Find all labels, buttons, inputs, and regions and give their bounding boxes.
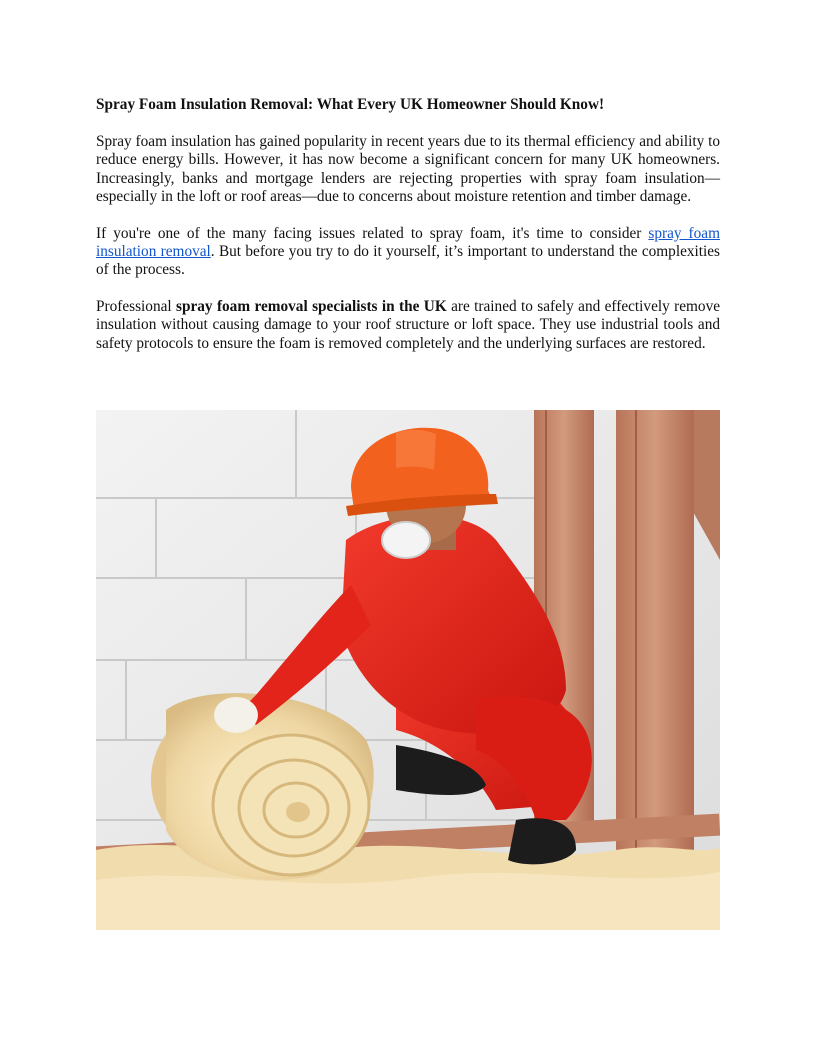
paragraph-specialists-text-end: are trained to safely and effectively remove insulation without causing damage to your roof structure or loft space. They use industrial tools and safety protocols to ensure the foam is removed completely and the underlying surfaces are restored.: [96, 297, 721, 352]
paragraph-removal-text-start: If you're one of the many facing issues related to spray foam, it's time to consider: [96, 224, 649, 242]
work-glove: [214, 697, 258, 733]
paragraph-removal: [96, 225, 720, 280]
worker-insulation-photo: [96, 410, 720, 930]
paragraph-removal-text-end: . But before you try to do it yourself, it’s important to understand the complexities of the process.: [96, 243, 721, 279]
paragraph-specialists: [96, 298, 720, 353]
insulation-roll: [151, 693, 374, 880]
paragraph-specialists-text-start: Professional: [96, 297, 177, 315]
dust-mask: [382, 522, 430, 558]
spray-foam-removal-link[interactable]: spray foam insulation removal: [96, 224, 720, 261]
specialists-bold-phrase: spray foam removal specialists in the UK: [176, 297, 447, 315]
timber-post-right: [616, 410, 694, 855]
paragraph-intro: Spray foam insulation has gained popularity in recent years due to its thermal efficiency and ability to reduce energy bills. However, it has now become a significant concern for many UK homeowners. Increasingly, banks and mortgage lenders are rejecting properties with spray foam insulation—especially in the loft or roof areas—due to concerns about moisture retention and timber damage.: [96, 133, 720, 206]
article-title: Spray Foam Insulation Removal: What Every UK Homeowner Should Know!: [96, 96, 605, 113]
article-body: [96, 95, 720, 371]
